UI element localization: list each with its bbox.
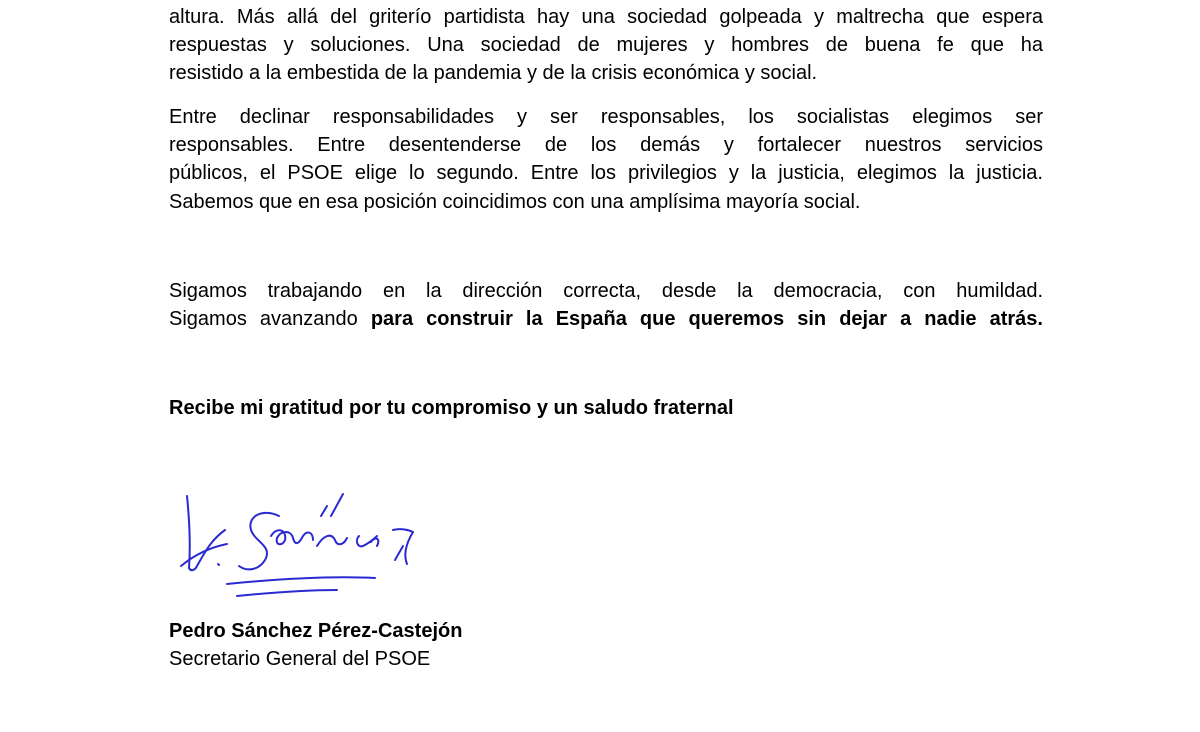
paragraph-line: Entre declinar responsabilidades y ser responsables, los socialistas elegimos ser — [169, 106, 1043, 128]
body-paragraph-1 — [169, 3, 1043, 88]
paragraph-line: responsables. Entre desentenderse de los demás y fortalecer nuestros servicios — [169, 134, 1043, 157]
body-paragraph-2 — [169, 103, 1043, 216]
paragraph-line: altura. Más allá del griterío partidista hay una sociedad golpeada y maltrecha que espera — [169, 6, 1043, 28]
paragraph-line: públicos, el PSOE elige lo segundo. Entre los privilegios y la justicia, elegimos la justicia. — [169, 162, 1043, 185]
signer-role: Secretario General del PSOE — [169, 648, 431, 670]
body-paragraph-3 — [169, 277, 1043, 333]
handwritten-signature — [167, 486, 467, 601]
paragraph-line: Sabemos que en esa posición coincidimos con una amplísima mayoría social. — [169, 190, 861, 213]
paragraph-line — [169, 305, 1043, 333]
paragraph-text: Sigamos avanzando — [169, 308, 371, 331]
paragraph-line: resistido a la embestida de la pandemia y de la crisis económica y social. — [169, 62, 818, 85]
paragraph-line: respuestas y soluciones. Una sociedad de mujeres y hombres de buena fe que ha — [169, 34, 1043, 57]
paragraph-line: Sigamos trabajando en la dirección correcta, desde la democracia, con humildad. — [169, 280, 1043, 302]
signer-name: Pedro Sánchez Pérez-Castejón — [169, 620, 463, 642]
closing-salutation: Recibe mi gratitud por tu compromiso y un saludo fraternal — [169, 397, 734, 419]
emphasis-text: para construir la España que queremos sin dejar a nadie atrás. — [370, 308, 1043, 331]
